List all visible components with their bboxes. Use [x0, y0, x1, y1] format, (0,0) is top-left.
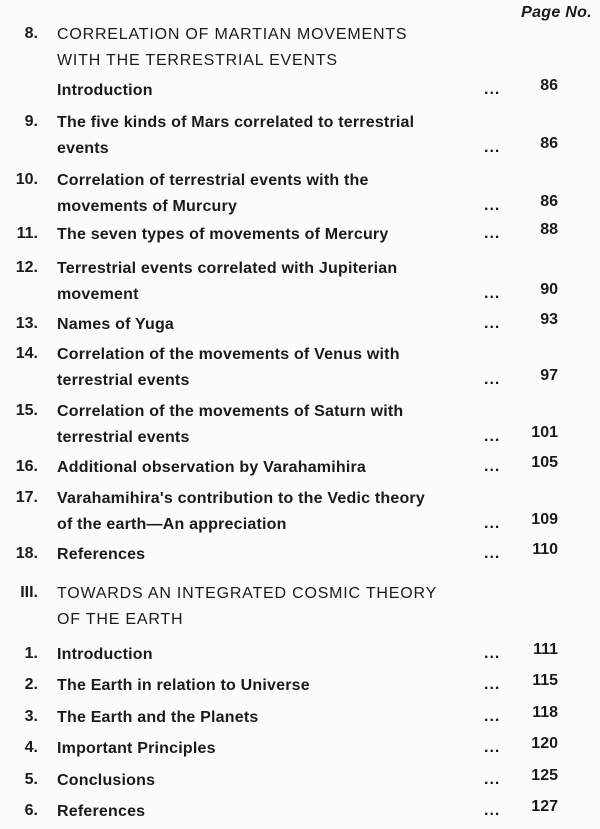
entry-title-line: movement: [57, 286, 139, 303]
entry-title-line: The five kinds of Mars correlated to terrestrial: [57, 114, 415, 131]
entry-title: [57, 312, 174, 338]
entry-title-line: of the earth—An appreciation: [57, 516, 287, 533]
entry-number: 13.: [15, 315, 38, 332]
entry-title: [57, 486, 425, 538]
entry-number: III.: [20, 584, 38, 601]
page-number: 105: [531, 454, 558, 471]
leader-dots: ...: [484, 371, 501, 388]
entry-number: 1.: [24, 645, 38, 662]
entry-number: 12.: [15, 259, 38, 276]
leader-dots: ...: [484, 645, 501, 662]
entry-title-line: Correlation of the movements of Saturn with: [57, 403, 404, 420]
entry-title-line: The Earth in relation to Universe: [57, 677, 310, 694]
entry-title-line: Important Principles: [57, 740, 216, 757]
entry-title-line: Varahamihira's contribution to the Vedic theory: [57, 490, 425, 507]
page-number: 111: [533, 641, 558, 658]
entry-title-line: WITH THE TERRESTRIAL EVENTS: [57, 52, 338, 69]
entry-title: [57, 799, 145, 825]
leader-dots: ...: [484, 81, 501, 98]
entry-title-line: events: [57, 140, 109, 157]
entry-title-line: Correlation of terrestrial events with the: [57, 172, 369, 189]
page-number: 118: [532, 704, 558, 721]
leader-dots: ...: [484, 545, 501, 562]
entry-title: [57, 455, 366, 481]
page-number: 86: [540, 193, 558, 210]
page-number: 120: [531, 735, 558, 752]
entry-number: 18.: [15, 545, 38, 562]
entry-title-line: Introduction: [57, 646, 153, 663]
entry-number: 4.: [24, 739, 38, 756]
entry-title: [57, 110, 414, 162]
entry-title: [57, 342, 400, 394]
entry-title: [57, 222, 388, 248]
leader-dots: ...: [484, 428, 501, 445]
entry-title-line: movements of Murcury: [57, 198, 238, 215]
entry-title-line: The Earth and the Planets: [57, 709, 259, 726]
leader-dots: ...: [484, 676, 501, 693]
entry-title: [57, 256, 397, 308]
leader-dots: ...: [484, 315, 501, 332]
page-number: 115: [532, 672, 558, 689]
entry-number: 10.: [15, 171, 38, 188]
leader-dots: ...: [484, 458, 501, 475]
entry-title-line: References: [57, 546, 146, 563]
entry-title: [57, 168, 369, 220]
page-number: 93: [540, 311, 558, 328]
entry-title-line: Conclusions: [57, 772, 156, 789]
leader-dots: ...: [484, 802, 501, 819]
entry-title: [57, 399, 403, 451]
entry-title: [57, 736, 216, 762]
entry-title-line: terrestrial events: [57, 429, 190, 446]
leader-dots: ...: [484, 515, 501, 532]
entry-title-line: CORRELATION OF MARTIAN MOVEMENTS: [57, 26, 408, 43]
leader-dots: ...: [484, 771, 501, 788]
entry-number: 16.: [15, 458, 38, 475]
entry-title-line: Terrestrial events correlated with Jupiterian: [57, 260, 398, 277]
entry-number: 15.: [15, 402, 38, 419]
entry-number: 6.: [24, 802, 38, 819]
entry-number: 8.: [24, 25, 38, 42]
leader-dots: ...: [484, 139, 501, 156]
entry-number: 17.: [15, 489, 38, 506]
page-number: 127: [531, 798, 558, 815]
page-number: 86: [540, 135, 558, 152]
leader-dots: ...: [484, 225, 501, 242]
entry-number: 2.: [24, 676, 38, 693]
entry-title-line: Introduction: [57, 82, 153, 99]
entry-title: [57, 642, 153, 668]
page-number: 109: [531, 511, 558, 528]
entry-number: 11.: [16, 225, 38, 242]
entry-number: 3.: [24, 708, 38, 725]
entry-title-line: terrestrial events: [57, 372, 190, 389]
entry-number: 5.: [24, 771, 38, 788]
entry-title-line: Additional observation by Varahamihira: [57, 459, 367, 476]
page-number: 101: [531, 424, 558, 441]
entry-number: 9.: [24, 113, 38, 130]
entry-title-line: References: [57, 803, 146, 820]
entry-title: [57, 673, 310, 699]
page-number: 110: [532, 541, 558, 558]
entry-title: [57, 768, 155, 794]
page-no-label: Page No.: [521, 4, 592, 21]
leader-dots: ...: [484, 708, 501, 725]
leader-dots: ...: [484, 197, 501, 214]
leader-dots: ...: [484, 739, 501, 756]
page-number: 88: [540, 221, 558, 238]
page-number: 125: [531, 767, 558, 784]
page-number: 97: [540, 367, 558, 384]
leader-dots: ...: [484, 285, 501, 302]
entry-number: 14.: [15, 345, 38, 362]
entry-title-line: Correlation of the movements of Venus with: [57, 346, 400, 363]
page-number: 86: [540, 77, 558, 94]
entry-title: [57, 542, 145, 568]
entry-title-line: OF THE EARTH: [57, 611, 184, 628]
entry-title-line: Names of Yuga: [57, 316, 175, 333]
entry-title-line: The seven types of movements of Mercury: [57, 226, 389, 243]
page-number: 90: [540, 281, 558, 298]
entry-title: [57, 705, 258, 731]
entry-title: [57, 581, 437, 633]
entry-title: [57, 22, 407, 74]
entry-title: [57, 78, 153, 104]
entry-title-line: TOWARDS AN INTEGRATED COSMIC THEORY: [57, 585, 438, 602]
